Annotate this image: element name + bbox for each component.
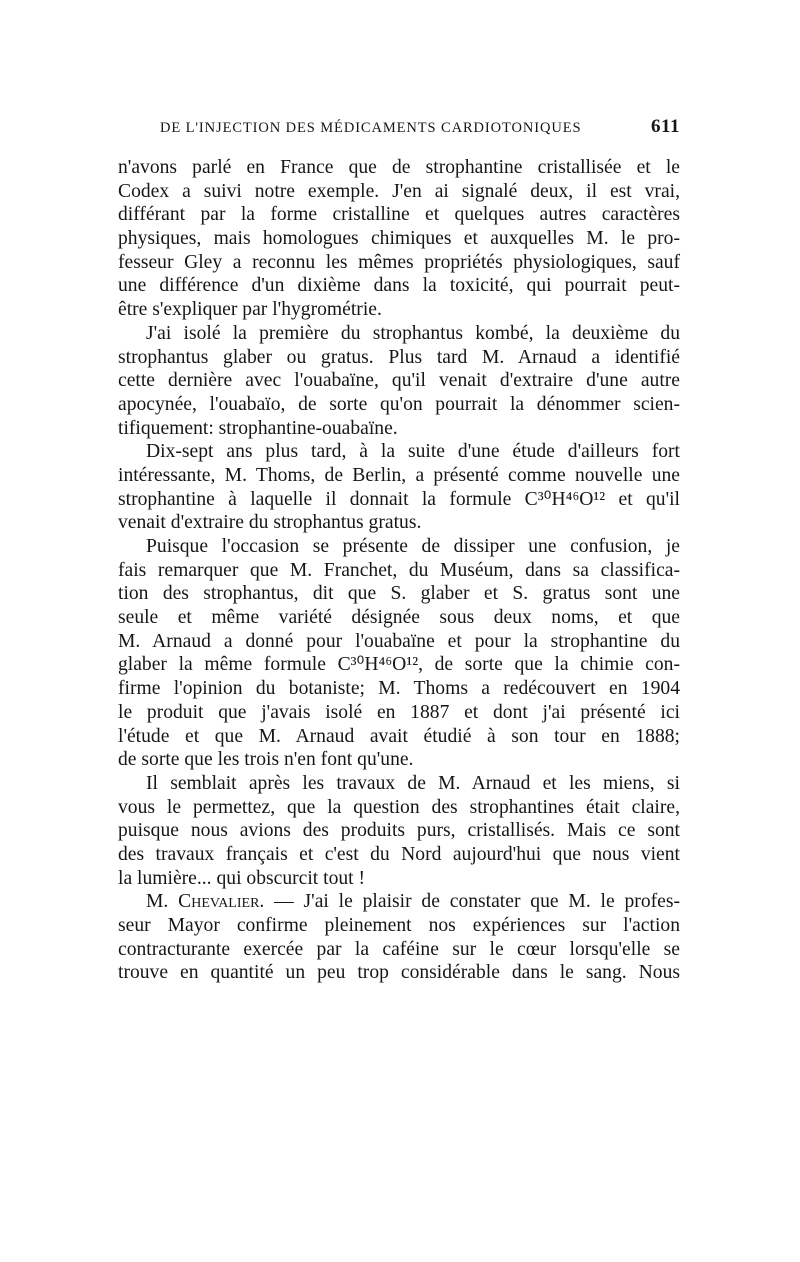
text-line: Codex a suivi notre exemple. J'en ai signalé deux, il est vrai, [118, 180, 680, 202]
text-line: M. Arnaud a donné pour l'ouabaïne et pour la strophantine du [118, 630, 680, 652]
text-line: trouve en quantité un peu trop considérable dans le sang. Nous [118, 962, 680, 984]
text-line: fais remarquer que M. Franchet, du Muséum, dans sa classifica- [118, 559, 680, 581]
text-line: venait d'extraire du strophantus gratus. [118, 512, 422, 534]
text-line: Puisque l'occasion se présente de dissiper une confusion, je [146, 536, 680, 557]
speaker-name: Chevalier. [178, 891, 265, 913]
text-line: apocynée, l'ouabaïo, de sorte qu'on pourrait la dénommer scien- [118, 393, 680, 415]
text-line: la lumière... qui obscurcit tout ! [118, 867, 366, 889]
text-line: puisque nous avions des produits purs, cristallisés. Mais ce sont [118, 820, 680, 842]
text-line: intéressante, M. Thoms, de Berlin, a présenté comme nouvelle une [118, 464, 680, 486]
text-line: glaber la même formule C³⁰H⁴⁶O¹², de sorte que la chimie con- [118, 654, 680, 676]
running-head [118, 112, 680, 146]
text-line: seule et même variété désignée sous deux noms, et que [118, 607, 680, 629]
text-line: Il semblait après les travaux de M. Arnaud et les miens, si [146, 772, 680, 794]
text-line: Dix-sept ans plus tard, à la suite d'une étude d'ailleurs fort [146, 441, 680, 463]
text-line: J'ai isolé la première du strophantus kombé, la deuxième du [146, 322, 680, 344]
text-line: tion des strophantus, dit que S. glaber et S. gratus sont une [118, 583, 680, 605]
text-line: des travaux français et c'est du Nord aujourd'hui que nous vient [118, 843, 680, 865]
text-line: être s'expliquer par l'hygrométrie. [118, 299, 382, 321]
text-line: fesseur Gley a reconnu les mêmes propriétés physiologiques, sauf [118, 251, 680, 273]
text-line: firme l'opinion du botaniste; M. Thoms a redécouvert en 1904 [118, 678, 680, 700]
text-line: strophantine à laquelle il donnait la formule C³⁰H⁴⁶O¹² et qu'il [118, 488, 680, 510]
page-number: 611 [651, 116, 680, 137]
text-line: physiques, mais homologues chimiques et auxquelles M. le pro- [118, 228, 680, 250]
text-line: cette dernière avec l'ouabaïne, qu'il venait d'extraire d'une autre [118, 370, 680, 392]
text-line: le produit que j'avais isolé en 1887 et dont j'ai présenté ici [118, 701, 680, 723]
text-line: vous le permettez, que la question des strophantines était claire, [118, 796, 680, 818]
book-page [118, 112, 680, 985]
text-line: contracturante exercée par la caféine sur le cœur lorsqu'elle se [118, 938, 680, 960]
text-line: l'étude et que M. Arnaud avait étudié à son tour en 1888; [118, 725, 680, 747]
body-text [118, 156, 680, 985]
text-line: différant par la forme cristalline et quelques autres caractères [118, 204, 680, 226]
text-line: M. Chevalier. — J'ai le plaisir de constater que M. le profes- [146, 891, 680, 913]
text-line: de sorte que les trois n'en font qu'une. [118, 749, 414, 771]
text-line: n'avons parlé en France que de strophantine cristallisée et le [118, 157, 680, 178]
text-line: tifiquement: strophantine-ouabaïne. [118, 417, 398, 439]
running-title: DE L'INJECTION DES MÉDICAMENTS CARDIOTONIQUES [160, 120, 582, 136]
text-line: une différence d'un dixième dans la toxicité, qui pourrait peut- [118, 275, 680, 297]
text-line: seur Mayor confirme pleinement nos expériences sur l'action [118, 915, 680, 936]
text-line: strophantus glaber ou gratus. Plus tard M. Arnaud a identifié [118, 346, 680, 368]
